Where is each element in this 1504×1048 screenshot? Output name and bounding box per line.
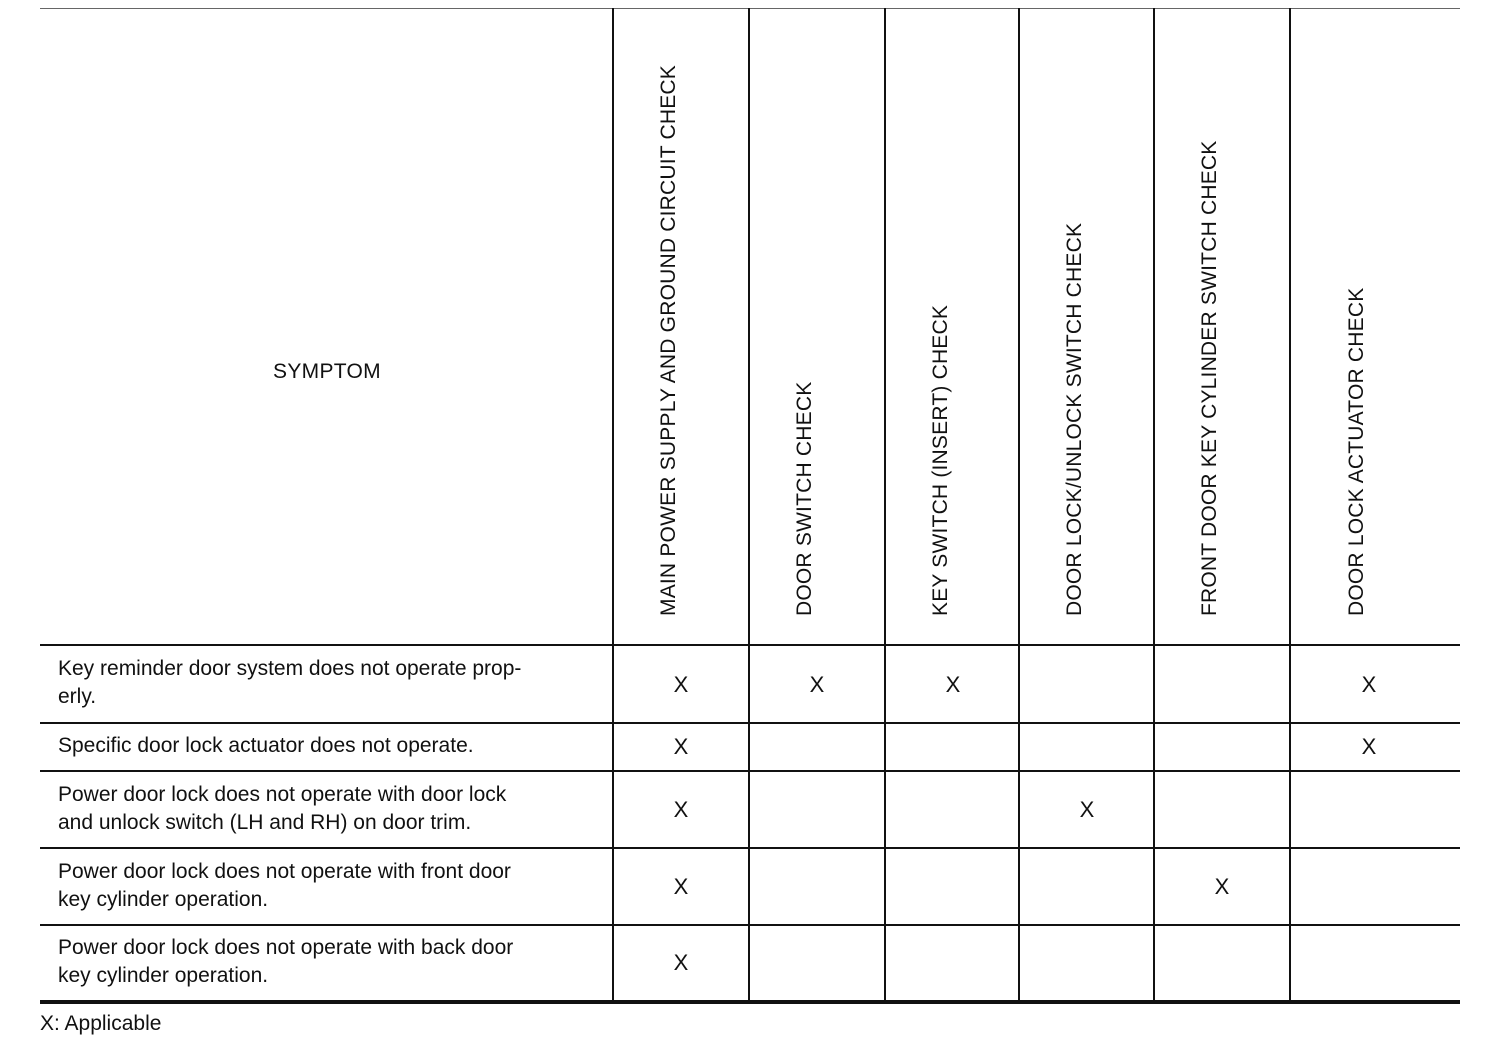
symptom-line: Specific door lock actuator does not operate. [58, 734, 474, 757]
symptom-line: key cylinder operation. [58, 888, 269, 911]
table-bottom-border [40, 1000, 1460, 1004]
column-header-key-cylinder-switch [1155, 0, 1289, 636]
symptom-line: Power door lock does not operate with door lock [58, 783, 507, 806]
mark-cell: X [673, 950, 689, 975]
mark-cell: X [673, 797, 689, 822]
table-row [40, 772, 1460, 847]
column-header-label: DOOR LOCK ACTUATOR CHECK [1345, 287, 1368, 616]
symptom-column-header: SYMPTOM [273, 360, 381, 383]
column-header-lock-actuator [1302, 0, 1436, 636]
column-header-label: FRONT DOOR KEY CYLINDER SWITCH CHECK [1198, 140, 1221, 616]
table-row [40, 926, 1460, 1000]
table-row [40, 724, 1460, 770]
legend-footnote: X: Applicable [40, 1012, 162, 1035]
column-header-main-power [614, 0, 748, 636]
mark-cell: X [1361, 672, 1377, 697]
column-header-lock-unlock-switch [1020, 0, 1154, 636]
symptom-line: erly. [58, 685, 97, 708]
symptom-text [58, 934, 603, 990]
column-header-key-switch [886, 0, 1020, 636]
mark-cell: X [1361, 734, 1377, 759]
column-header-label: DOOR SWITCH CHECK [793, 381, 816, 616]
symptom-text [58, 781, 603, 837]
mark-cell: X [673, 734, 689, 759]
mark-cell: X [673, 672, 689, 697]
symptom-line: Power door lock does not operate with front door [58, 860, 511, 883]
symptom-text [58, 655, 603, 711]
column-header-label: DOOR LOCK/UNLOCK SWITCH CHECK [1063, 222, 1086, 616]
mark-cell: X [1214, 874, 1230, 899]
column-header-label: KEY SWITCH (INSERT) CHECK [929, 304, 952, 616]
column-header-label: MAIN POWER SUPPLY AND GROUND CIRCUIT CHECK [657, 65, 680, 616]
symptom-line: and unlock switch (LH and RH) on door trim. [58, 811, 472, 834]
mark-cell: X [809, 672, 825, 697]
symptom-line: Key reminder door system does not operate prop- [58, 657, 522, 680]
column-header-door-switch [750, 0, 884, 636]
symptom-text [58, 732, 603, 760]
mark-cell: X [1079, 797, 1095, 822]
mark-cell: X [945, 672, 961, 697]
mark-cell: X [673, 874, 689, 899]
symptom-line: Power door lock does not operate with back door [58, 936, 514, 959]
symptom-text [58, 858, 603, 914]
symptom-line: key cylinder operation. [58, 964, 269, 987]
